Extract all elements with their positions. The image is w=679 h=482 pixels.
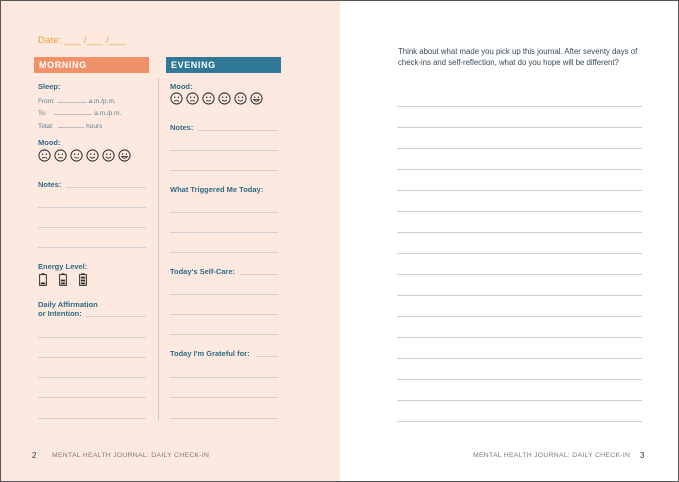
sleep-from-row	[38, 94, 116, 105]
sleep-to-field[interactable]	[54, 106, 92, 115]
battery-low-icon[interactable]	[39, 273, 47, 286]
evening-mood-label: Mood:	[170, 82, 193, 91]
battery-medium-icon[interactable]	[59, 273, 67, 286]
morning-header: MORNING	[34, 57, 149, 73]
writing-line[interactable]	[397, 337, 642, 338]
writing-line[interactable]	[397, 421, 642, 422]
right-footer-title: MENTAL HEALTH JOURNAL: DAILY CHECK-IN	[473, 452, 631, 459]
writing-line[interactable]	[397, 295, 642, 296]
sad-face-icon[interactable]	[186, 92, 199, 105]
writing-line[interactable]	[397, 358, 642, 359]
left-footer-title: MENTAL HEALTH JOURNAL: DAILY CHECK-IN	[52, 452, 210, 459]
evening-notes-line[interactable]	[198, 130, 278, 131]
sad-face-icon[interactable]	[54, 149, 67, 162]
selfcare-line[interactable]	[240, 274, 278, 275]
writing-line[interactable]	[397, 127, 642, 128]
affirmation-line[interactable]	[38, 337, 146, 338]
selfcare-label: Today's Self-Care:	[170, 267, 235, 276]
morning-notes-line[interactable]	[38, 247, 146, 248]
morning-mood-faces	[38, 149, 131, 162]
sleep-to-row	[38, 106, 121, 117]
selfcare-line[interactable]	[170, 294, 278, 295]
writing-line[interactable]	[397, 211, 642, 212]
right-page	[340, 0, 679, 482]
sleep-from-field[interactable]	[57, 94, 87, 103]
sleep-total-row	[38, 119, 102, 130]
selfcare-line[interactable]	[170, 334, 278, 335]
grateful-line[interactable]	[170, 377, 278, 378]
sleep-to-label: To:	[38, 110, 47, 117]
writing-line[interactable]	[397, 148, 642, 149]
writing-line[interactable]	[397, 106, 642, 107]
sleep-total-field[interactable]	[58, 119, 84, 128]
writing-line[interactable]	[397, 400, 642, 401]
happy-face-icon[interactable]	[118, 149, 131, 162]
evening-notes-line[interactable]	[170, 150, 278, 151]
smile-face-icon[interactable]	[234, 92, 247, 105]
affirmation-line[interactable]	[38, 418, 146, 419]
triggered-line[interactable]	[170, 212, 278, 213]
smile-face-icon[interactable]	[102, 149, 115, 162]
affirmation-line[interactable]	[86, 316, 146, 317]
evening-mood-faces	[170, 92, 263, 105]
morning-notes-line[interactable]	[66, 187, 146, 188]
slight-smile-face-icon[interactable]	[86, 149, 99, 162]
evening-notes-line[interactable]	[170, 170, 278, 171]
right-page-number: 3	[640, 451, 645, 460]
selfcare-line[interactable]	[170, 314, 278, 315]
date-field[interactable]: Date: ___ /___ /___	[38, 35, 126, 46]
grateful-line[interactable]	[256, 356, 278, 357]
very-sad-face-icon[interactable]	[38, 149, 51, 162]
sleep-total-suffix: hours	[86, 123, 103, 130]
morning-mood-label: Mood:	[38, 138, 61, 147]
grateful-line[interactable]	[170, 418, 278, 419]
morning-notes-line[interactable]	[38, 227, 146, 228]
writing-line[interactable]	[397, 169, 642, 170]
left-page-number: 2	[32, 451, 37, 460]
grateful-line[interactable]	[170, 397, 278, 398]
morning-notes-label: Notes:	[38, 180, 62, 189]
grateful-label: Today I'm Grateful for:	[170, 349, 250, 358]
writing-line[interactable]	[397, 274, 642, 275]
column-divider	[158, 78, 159, 420]
sleep-to-suffix: a.m./p.m.	[94, 110, 122, 117]
energy-level-label: Energy Level:	[38, 262, 88, 271]
energy-level-batteries	[39, 273, 87, 286]
sleep-from-label: From:	[38, 98, 55, 105]
evening-notes-label: Notes:	[170, 123, 194, 132]
neutral-face-icon[interactable]	[202, 92, 215, 105]
writing-line[interactable]	[397, 379, 642, 380]
sleep-from-suffix: a.m./p.m.	[88, 98, 116, 105]
very-sad-face-icon[interactable]	[170, 92, 183, 105]
affirmation-line[interactable]	[38, 377, 146, 378]
writing-line[interactable]	[397, 232, 642, 233]
writing-line[interactable]	[397, 316, 642, 317]
affirmation-line[interactable]	[38, 397, 146, 398]
neutral-face-icon[interactable]	[70, 149, 83, 162]
evening-header: EVENING	[166, 57, 281, 73]
affirmation-line[interactable]	[38, 357, 146, 358]
battery-full-icon[interactable]	[79, 273, 87, 286]
happy-face-icon[interactable]	[250, 92, 263, 105]
affirmation-label-line-1: Daily Affirmation	[38, 300, 98, 309]
triggered-label: What Triggered Me Today:	[170, 185, 264, 194]
writing-line[interactable]	[397, 190, 642, 191]
morning-notes-line[interactable]	[38, 207, 146, 208]
writing-line[interactable]	[397, 253, 642, 254]
affirmation-label-line-2: or Intention:	[38, 309, 82, 318]
slight-smile-face-icon[interactable]	[218, 92, 231, 105]
triggered-line[interactable]	[170, 252, 278, 253]
journal-prompt: Think about what made you pick up this journal. After seventy days of check-ins and self-reflection, what do you hope will be different?	[398, 47, 638, 67]
sleep-total-label: Total:	[38, 123, 54, 130]
sleep-label: Sleep:	[38, 82, 61, 91]
triggered-line[interactable]	[170, 232, 278, 233]
